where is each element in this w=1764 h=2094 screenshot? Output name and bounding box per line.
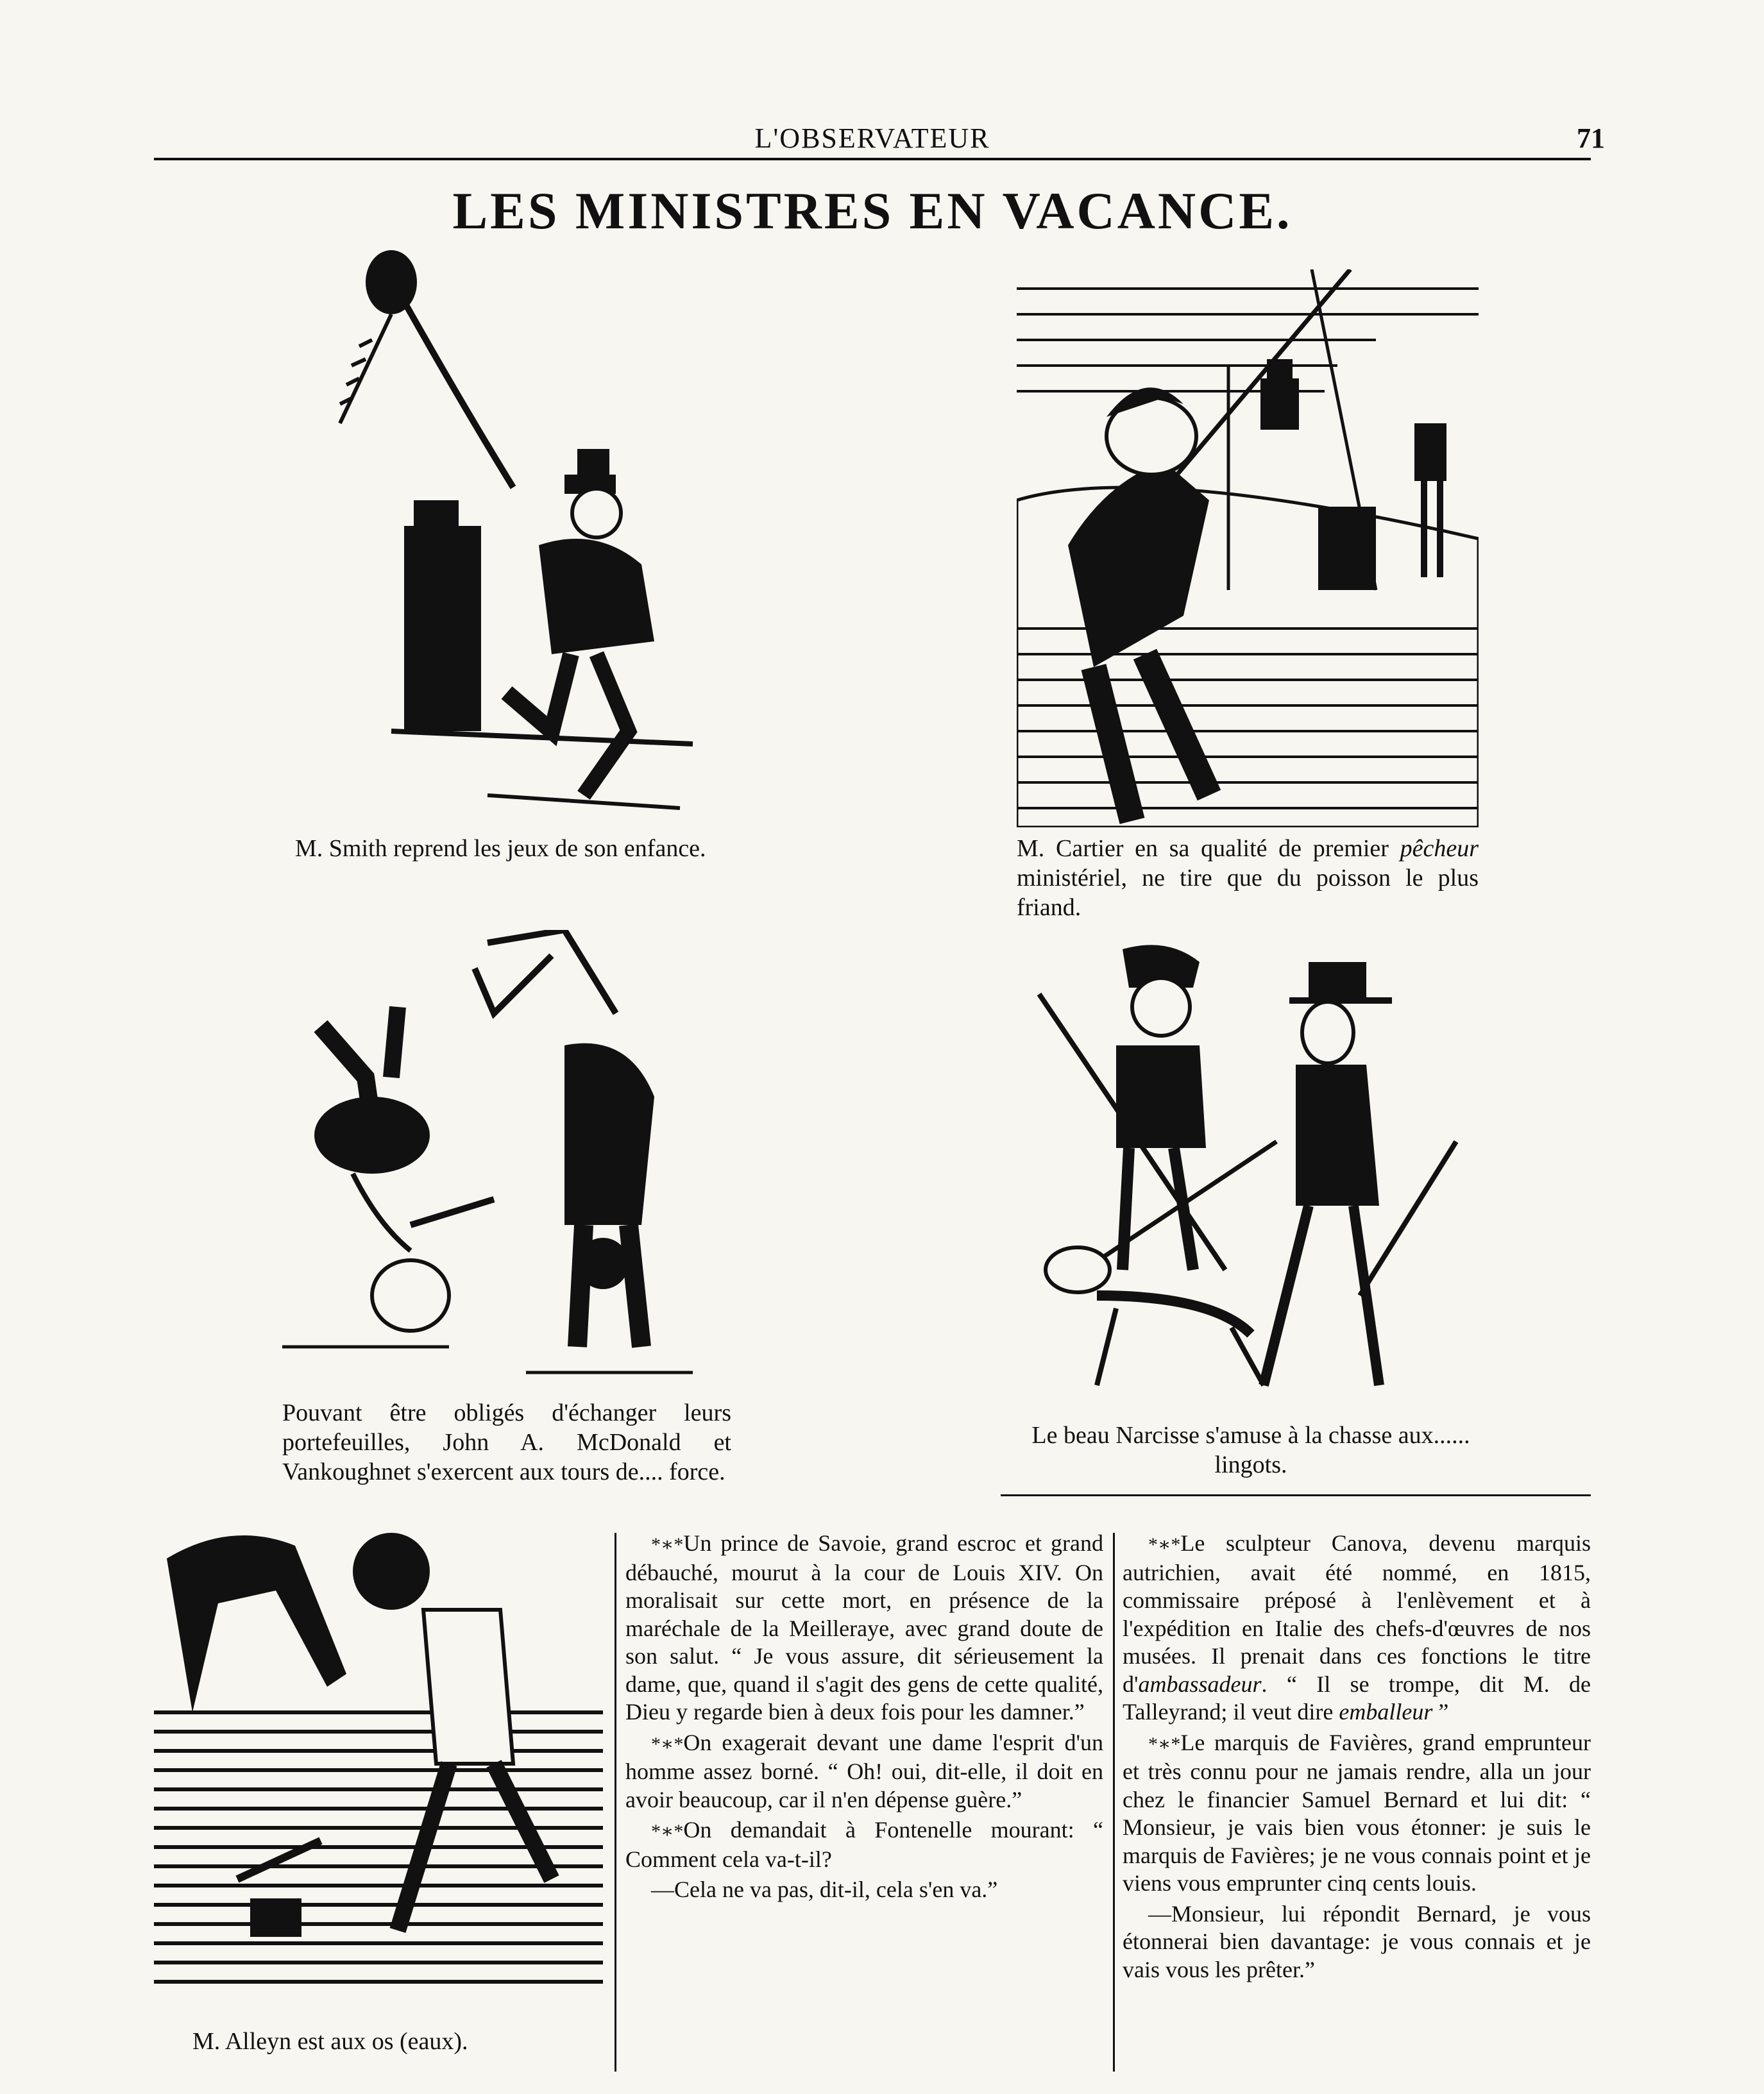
anecdotes-column-1 (625, 1530, 1103, 1907)
anecdote-italic: emballeur (1339, 1699, 1433, 1725)
caption-acrobats: Pouvant être obligés d'échanger leurs portefeuilles, John A. McDonald et Vankoughnet s'exercent aux tours de.... force. (282, 1399, 731, 1485)
hunters-drawing (1020, 936, 1482, 1411)
running-title: L'OBSERVATEUR (754, 122, 990, 154)
caption-cartier (1017, 834, 1479, 922)
fisherman-drawing (1017, 269, 1479, 827)
asterism: *∗* (1148, 1534, 1181, 1555)
anecdote-canova (1123, 1530, 1591, 1727)
acrobats-illustration (282, 930, 731, 1392)
water-scene-drawing (154, 1520, 603, 2020)
asterism: *∗* (1148, 1733, 1181, 1755)
header-rule (154, 158, 1591, 160)
water-scene-illustration (154, 1520, 603, 2020)
acrobats-drawing (282, 930, 731, 1392)
fisherman-illustration (1017, 269, 1479, 827)
column-divider-left (615, 1533, 616, 2072)
page-number: 71 (1577, 122, 1605, 154)
anecdote-text: ” (1432, 1699, 1449, 1725)
kite-runner-illustration (295, 244, 757, 821)
anecdote-bernard-reply: —Monsieur, lui répondit Bernard, je vous étonnerai bien davantage: je vous connais et je vais vous les prêter.” (1123, 1900, 1591, 1982)
anecdote-text: Le sculpteur Canova, devenu marquis autrichien, avait été nommé, en 1815, commissaire préposé à l'enlèvement et à l'expédition en Italie des chefs-d'œuvres de nos musées. Il prenait dans ces fonctions le titre d' (1123, 1530, 1591, 1697)
caption-cartier-end: ministériel, ne tire que du poisson le plus friand. (1017, 865, 1479, 921)
anecdote-text: Un prince de Savoie, grand escroc et grand débauché, mourut à la cour de Louis XIV. On moralisait sur cette mort, en présence de la maréchale de la Meilleraye, avec grand doute de son salut. “ Je vous assure, dit sérieusement la dame, que, quand il s'agit des gens de cette qualité, Dieu y regarde bien à deux fois pour les damner.” (625, 1530, 1103, 1725)
anecdote-italic: ambassadeur (1138, 1671, 1262, 1697)
anecdotes-column-2 (1123, 1530, 1591, 1986)
caption-smith: M. Smith reprend les jeux de son enfance. (295, 835, 706, 862)
anecdote-text: Le marquis de Favières, grand emprunteur et très connu pour ne jamais rendre, alla un jour chez le financier Samuel Bernard et lui dit: “ Monsieur, je vais bien vous étonner: je suis le marquis de Favières; je ne vous connais point et je viens vous emprunter cinq cents louis. (1123, 1729, 1591, 1896)
anecdote-text: . “ Il se trompe, dit M. de Talleyrand; il veut dire (1123, 1671, 1591, 1725)
anecdote-fontenelle-reply: —Cela ne va pas, dit-il, cela s'en va.” (651, 1877, 998, 1902)
kite-runner-drawing (295, 244, 757, 821)
page-title: LES MINISTRES EN VACANCE. (452, 182, 1293, 240)
anecdote-fontenelle (625, 1816, 1103, 1873)
hunters-illustration (1020, 936, 1482, 1411)
anecdote-text: On demandait à Fontenelle mourant: “ Comment cela va-t-il? (625, 1817, 1103, 1872)
caption-hunters: Le beau Narcisse s'amuse à la chasse aux...... lingots. (1031, 1422, 1470, 1478)
anecdote-favieres (1123, 1729, 1591, 1898)
caption-alleyn: M. Alleyn est aux os (eaux). (192, 2028, 468, 2055)
column-divider-right (1113, 1533, 1115, 2072)
caption-cartier-italic: pêcheur (1400, 835, 1479, 862)
anecdote-prince-savoie (625, 1530, 1103, 1727)
asterism: *∗* (651, 1821, 684, 1842)
anecdote-esprit (625, 1729, 1103, 1814)
caption-cartier-start: M. Cartier en sa qualité de premier (1017, 835, 1389, 862)
anecdote-text: On exagerait devant une dame l'esprit d'un homme assez borné. “ Oh! oui, dit-elle, il doit en avoir beaucoup, car il n'en dépense guère.” (625, 1729, 1103, 1812)
asterism: *∗* (651, 1534, 684, 1555)
asterism: *∗* (651, 1733, 684, 1755)
section-rule (1001, 1494, 1591, 1496)
